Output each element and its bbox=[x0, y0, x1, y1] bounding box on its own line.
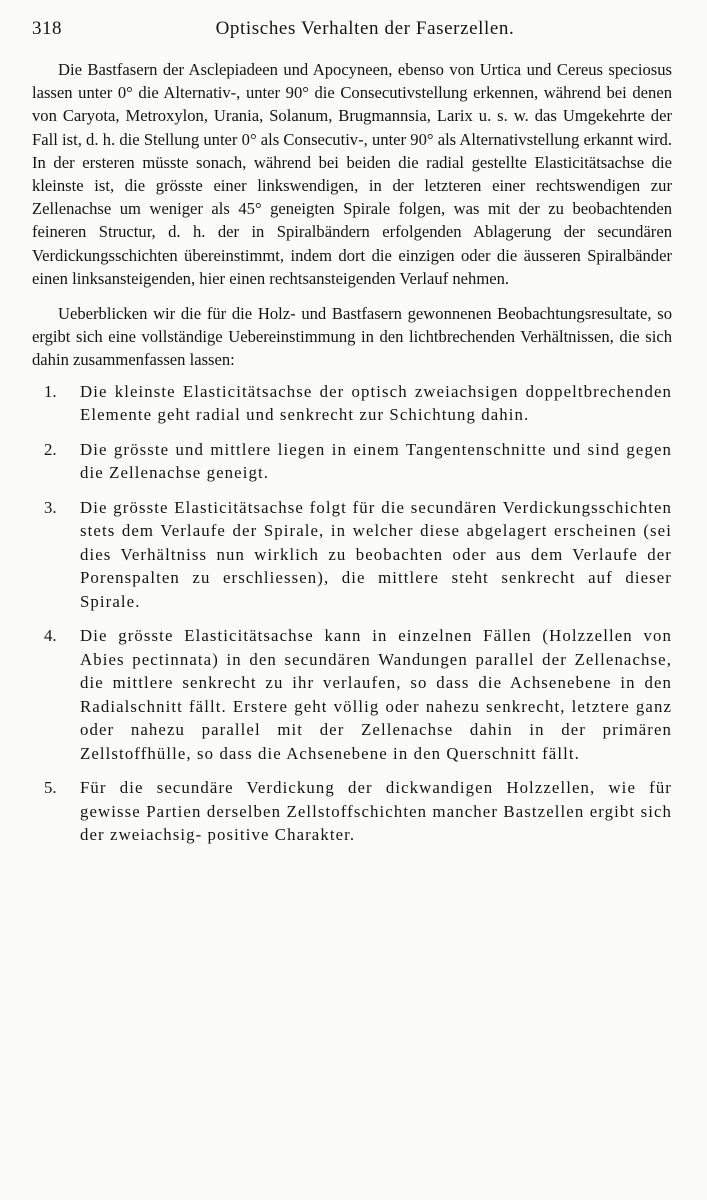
summary-item-4 bbox=[32, 624, 672, 765]
book-page bbox=[32, 18, 672, 858]
item-text: Die grösste Elasticitätsachse folgt für die secundären Verdickungsschichten stets dem Verlaufe der Spirale, in welcher diese abgelagert erscheinen (sei dies Verhältniss nun wirklich zu beobachten oder aus dem Verlaufe der Porenspalten zu erschliessen), die mittlere steht senkrecht auf dieser Spirale. bbox=[80, 497, 672, 611]
item-number: 3. bbox=[44, 497, 57, 517]
item-text: Die grösste Elasticitätsachse kann in einzelnen Fällen (Holzzellen von Abies pectinnata) in den secundären Wandungen parallel der Zellenachse, die mittlere senkrecht zu ihr verlaufen, so dass die Achsenebene in den Radialschnitt fällt. Erstere geht völlig oder nahezu senkrecht, letztere ganz oder nahezu parallel mit der Zellenachse dahin in der primären Zellstoffhülle, so dass die Achsenebene in den Querschnitt fällt. bbox=[80, 626, 672, 763]
paragraph-summary-intro: Ueberblicken wir die für die Holz- und Bastfasern gewonnenen Beobachtungsresultate, so ergibt sich eine vollständige Uebereinstimmung in den lichtbrechenden Verhältnissen, die sich dahin zusammenfassen lassen: bbox=[32, 304, 672, 370]
summary-item-5 bbox=[32, 776, 672, 847]
item-text: Für die secundäre Verdickung der dickwandigen Holzzellen, wie für gewisse Partien derselben Zellstoffschichten mancher Bastzellen ergibt sich der zweiachsig- positive Charakter. bbox=[80, 778, 672, 845]
item-number: 5. bbox=[44, 778, 57, 798]
item-number: 1. bbox=[44, 381, 57, 401]
summary-item-2 bbox=[32, 438, 672, 485]
paragraph-bastfasern: Die Bastfasern der Asclepiadeen und Apocyneen, ebenso von Urtica und Cereus speciosus lassen unter 0° die Alternativ-, unter 90° die Consecutivstellung erkennen, während bei denen von Caryota, Metroxylon, Urania, Solanum, Brugmannsia, Larix u. s. w. das Umgekehrte der Fall ist, d. h. die Stellung unter 0° als Consecutiv-, unter 90° als Alternativstellung erkannt wird. In der ersteren müsste sonach, während bei beiden die radial gestellte Elasticitätsachse die kleinste ist, die grösste einer linkswendigen, in der letzteren einer rechtswendigen zur Zellenachse um weniger als 45° geneigten Spirale folgen, was mit der zu beobachtenden feineren Structur, d. h. der in Spiralbändern erfolgenden Ablagerung der secundären Verdickungsschichten übereinstimmt, indem dort die einzigen oder die äusseren Spiralbänder einen linksansteigenden, hier einen rechtsansteigenden Verlauf nehmen. bbox=[32, 60, 672, 288]
item-text: Die kleinste Elasticitätsachse der optisch zweiachsigen doppeltbrechenden Elemente geht radial und senkrecht zur Schichtung dahin. bbox=[80, 381, 672, 425]
item-text: Die grösste und mittlere liegen in einem Tangentenschnitte und sind gegen die Zellenachse geneigt. bbox=[80, 439, 672, 483]
summary-list bbox=[32, 380, 672, 847]
running-title: Optisches Verhalten der Faserzellen. bbox=[215, 18, 515, 39]
item-number: 4. bbox=[44, 626, 57, 646]
page-number: 318 bbox=[32, 18, 62, 39]
summary-item-3 bbox=[32, 496, 672, 614]
summary-item-1 bbox=[32, 380, 672, 427]
item-number: 2. bbox=[44, 439, 57, 459]
page-header bbox=[32, 18, 672, 50]
